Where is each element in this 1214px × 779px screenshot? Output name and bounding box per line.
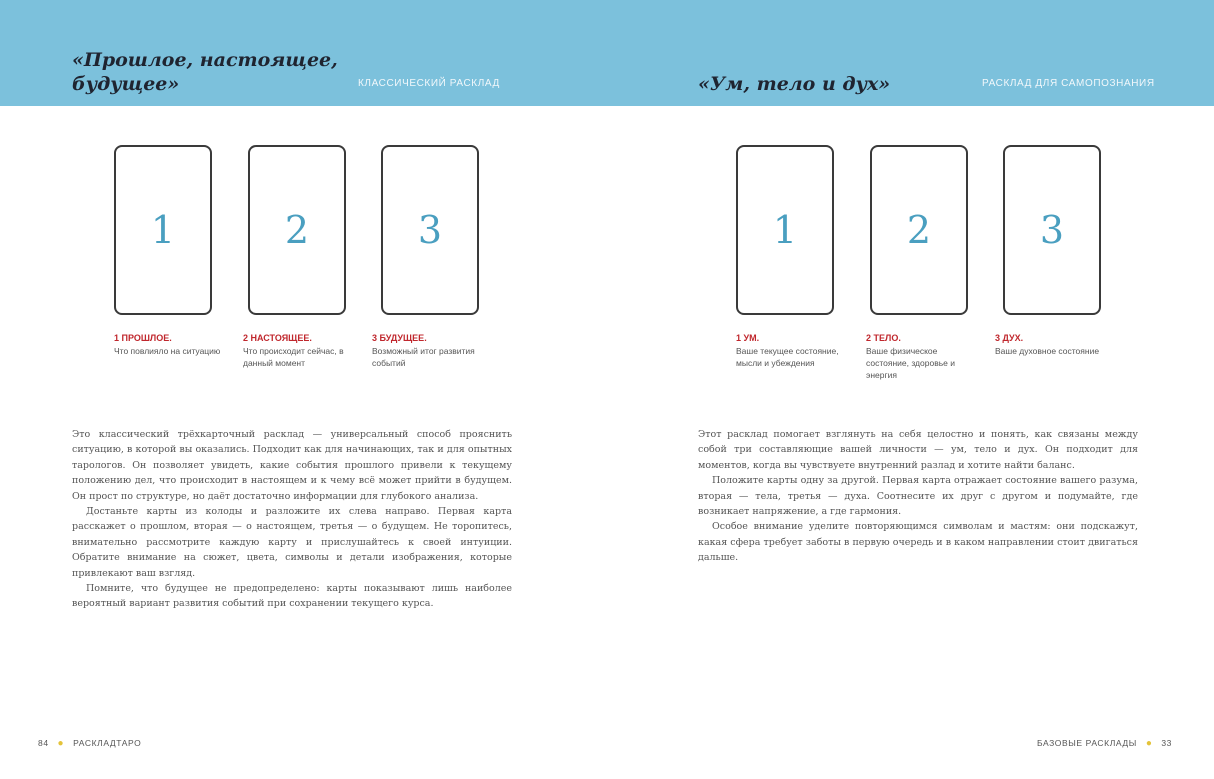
- card-number: 2: [906, 208, 932, 252]
- paragraph: Особое внимание уделите повторяющимся символам и мастям: они подскажут, какая сфера требует заботы в первую очередь и в каком направлении стоит двигаться дальше.: [698, 521, 1138, 564]
- caption-title: 2 ТЕЛО.: [866, 333, 901, 343]
- footer-section: БАЗОВЫЕ РАСКЛАДЫ: [1036, 738, 1137, 748]
- left-page-subtitle: КЛАССИЧЕСКИЙ РАСКЛАД: [358, 78, 500, 89]
- right-footer: [1037, 738, 1172, 749]
- card-caption-1: [114, 332, 229, 357]
- card-number: 3: [417, 208, 443, 252]
- caption-desc: Ваше физическое состояние, здоровье и энергия: [866, 346, 955, 380]
- card-position-3: [1003, 145, 1101, 315]
- card-position-2: [248, 145, 346, 315]
- caption-desc: Что повлияло на ситуацию: [114, 346, 221, 356]
- right-body-text: [698, 427, 1138, 566]
- paragraph: Достаньте карты из колоды и разложите их слева направо. Первая карта расскажет о прошлом, вторая — о настоящем, третья — о будущем. Не торопитесь, внимательно рассмотрите каждую карту и прислушайтесь к своей интуиции. Обратите внимание на сюжет, цвета, символы и детали изображения, которые привлекают ваш взгляд.: [72, 506, 512, 579]
- caption-desc: Что происходит сейчас, в данный момент: [243, 346, 344, 368]
- card-caption-3: [372, 332, 487, 369]
- right-page-subtitle: РАСКЛАД ДЛЯ САМОПОЗНАНИЯ: [982, 78, 1155, 89]
- card-position-1: [736, 145, 834, 315]
- bullet-icon: ●: [1145, 738, 1153, 749]
- card-number: 1: [772, 208, 798, 252]
- right-page-title: «Ум, тело и дух»: [698, 73, 891, 95]
- caption-title: 1 ПРОШЛОЕ.: [114, 333, 172, 343]
- caption-desc: Ваше текущее состояние, мысли и убеждения: [736, 346, 839, 368]
- card-position-2: [870, 145, 968, 315]
- card-position-1: [114, 145, 212, 315]
- page-number: 84: [38, 738, 49, 748]
- paragraph: Этот расклад помогает взглянуть на себя целостно и понять, как связаны между собой три составляющие вашей личности — ум, тело и дух. Он подходит для моментов, когда вы чувствуете внутренний разлад и хотите найти баланс.: [698, 429, 1138, 471]
- left-title-line2: будущее»: [72, 73, 180, 95]
- paragraph: Это классический трёхкарточный расклад — универсальный способ прояснить ситуацию, в которой вы оказались. Подходит как для начинающих, так и для опытных тарологов. Он позволяет увидеть, какие события прошлого привели к текущему положению дел, что происходит в настоящем и к чему всё может прийти в будущем. Он прост по структуре, но даёт достаточно информации для глубокого анализа.: [72, 429, 512, 502]
- paragraph: Помните, что будущее не предопределено: карты показывают лишь наиболее вероятный вариант развития событий при сохранении текущего курса.: [72, 583, 512, 610]
- caption-title: 3 ДУХ.: [995, 333, 1024, 343]
- card-number: 1: [150, 208, 176, 252]
- card-position-3: [381, 145, 479, 315]
- card-caption-2: [243, 332, 358, 369]
- card-caption-2: [866, 332, 976, 381]
- left-title-line1: «Прошлое, настоящее,: [72, 49, 338, 71]
- card-number: 2: [284, 208, 310, 252]
- caption-title: 2 НАСТОЯЩЕЕ.: [243, 333, 312, 343]
- left-page-title: [72, 48, 338, 96]
- card-caption-1: [736, 332, 844, 369]
- page-number: 33: [1161, 738, 1172, 748]
- caption-desc: Возможный итог развития событий: [372, 346, 475, 368]
- footer-section: РАСКЛАДТАРО: [73, 738, 142, 748]
- card-caption-3: [995, 332, 1103, 357]
- bullet-icon: ●: [57, 738, 65, 749]
- card-number: 3: [1039, 208, 1065, 252]
- paragraph: Положите карты одну за другой. Первая карта отражает состояние вашего разума, вторая — тела, третья — духа. Соотнесите их друг с другом и подумайте, где возникает напряжение, а где гармония.: [698, 475, 1138, 518]
- left-body-text: [72, 427, 512, 612]
- caption-desc: Ваше духовное состояние: [995, 346, 1100, 356]
- caption-title: 3 БУДУЩЕЕ.: [372, 333, 427, 343]
- left-footer: [38, 738, 141, 749]
- caption-title: 1 УМ.: [736, 333, 760, 343]
